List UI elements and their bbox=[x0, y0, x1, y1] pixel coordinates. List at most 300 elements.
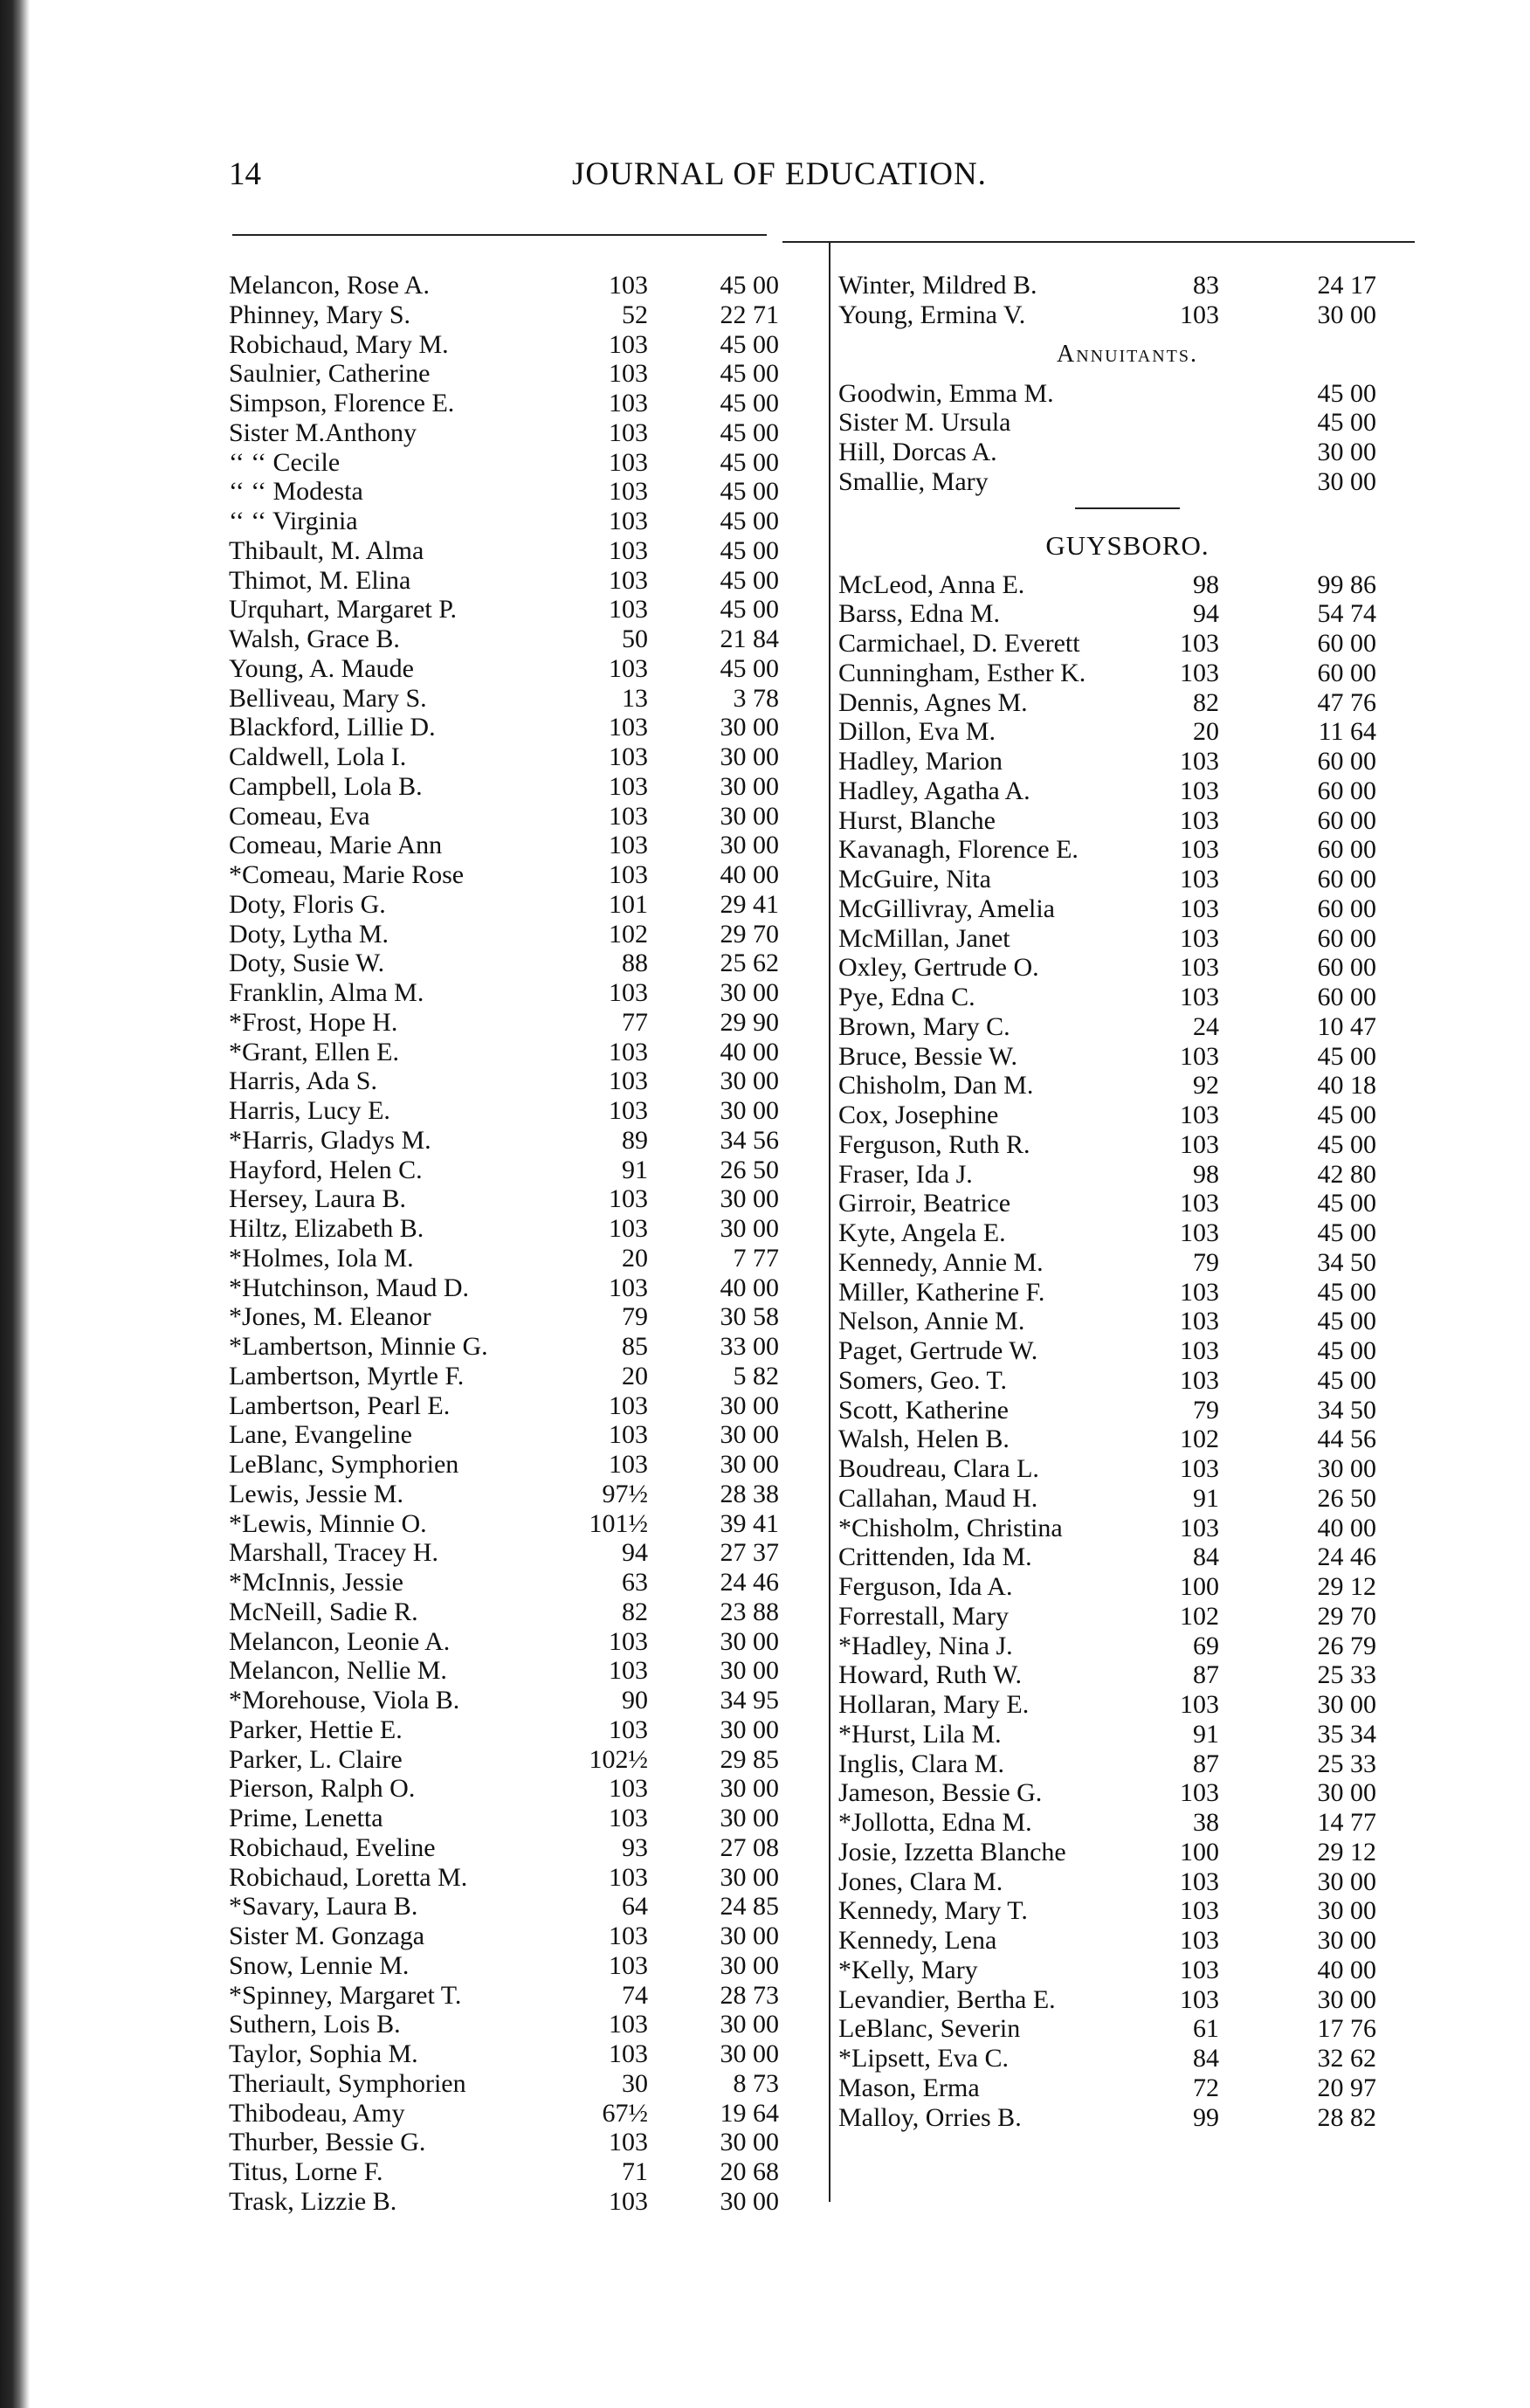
grant-amount: 30 00 bbox=[1317, 1866, 1376, 1896]
days-taught: 13 bbox=[622, 683, 648, 713]
days-taught: 103 bbox=[1180, 1101, 1219, 1129]
teacher-name: Urquhart, Margaret P. bbox=[229, 595, 458, 624]
teacher-name: Fraser, Ida J. bbox=[838, 1159, 973, 1189]
grant-amount: 40 00 bbox=[1317, 1955, 1376, 1984]
table-row bbox=[229, 2157, 805, 2187]
teacher-name: Mason, Erma bbox=[838, 2073, 980, 2102]
days-taught: 102 bbox=[1180, 1425, 1219, 1454]
teacher-name: Lambertson, Myrtle F. bbox=[229, 1361, 465, 1390]
days-taught: 103 bbox=[1180, 1277, 1219, 1307]
teacher-name: Titus, Lorne F. bbox=[229, 2157, 383, 2186]
grant-amount: 25 62 bbox=[720, 949, 779, 978]
table-row bbox=[229, 1302, 805, 1332]
days-taught: 98 bbox=[1193, 569, 1219, 599]
teacher-name: Caldwell, Lola I. bbox=[229, 742, 407, 771]
teacher-name: Walsh, Grace B. bbox=[229, 624, 400, 653]
days-taught: 103 bbox=[1180, 1189, 1219, 1218]
days-taught: 103 bbox=[609, 1656, 648, 1686]
teacher-name: Kavanagh, Florence E. bbox=[838, 835, 1079, 865]
teacher-name: Jones, Clara M. bbox=[838, 1866, 1003, 1896]
grant-amount: 35 34 bbox=[1317, 1719, 1376, 1749]
days-taught: 103 bbox=[609, 1626, 648, 1656]
teacher-name: Smallie, Mary bbox=[838, 466, 989, 496]
table-row bbox=[835, 1867, 1420, 1897]
days-taught: 103 bbox=[609, 771, 648, 801]
grant-amount: 45 00 bbox=[720, 595, 779, 624]
grant-amount: 21 84 bbox=[720, 624, 779, 653]
grant-amount: 45 00 bbox=[720, 329, 779, 359]
days-taught: 103 bbox=[609, 359, 648, 389]
grant-amount: 30 00 bbox=[1317, 300, 1376, 329]
grant-amount: 34 56 bbox=[720, 1125, 779, 1155]
days-taught: 103 bbox=[609, 1184, 648, 1214]
days-taught: 103 bbox=[609, 565, 648, 595]
teacher-name: *Holmes, Iola M. bbox=[229, 1243, 414, 1273]
grant-amount: 30 00 bbox=[720, 1626, 779, 1656]
days-taught: 103 bbox=[609, 653, 648, 683]
days-taught: 30 bbox=[622, 2068, 648, 2098]
table-row bbox=[229, 1892, 805, 1922]
teacher-name: Lambertson, Pearl E. bbox=[229, 1390, 451, 1420]
grant-amount: 3 78 bbox=[733, 683, 779, 713]
table-row bbox=[229, 1332, 805, 1362]
grant-amount: 34 50 bbox=[1317, 1395, 1376, 1425]
table-row bbox=[835, 1248, 1420, 1278]
teacher-name: Inglis, Clara M. bbox=[838, 1749, 1004, 1778]
table-row bbox=[229, 1981, 805, 2011]
grant-amount: 30 00 bbox=[1317, 1690, 1376, 1719]
grant-amount: 5 82 bbox=[733, 1361, 779, 1390]
table-row bbox=[835, 1896, 1420, 1926]
days-taught: 103 bbox=[1180, 658, 1219, 687]
right-top-list bbox=[835, 271, 1420, 330]
teacher-name: Paget, Gertrude W. bbox=[838, 1336, 1038, 1365]
days-taught: 85 bbox=[622, 1332, 648, 1361]
grant-amount: 45 00 bbox=[1317, 1218, 1376, 1247]
grant-amount: 29 41 bbox=[720, 889, 779, 919]
days-taught: 101½ bbox=[589, 1508, 648, 1538]
table-row bbox=[229, 1480, 805, 1509]
teacher-name: *Chisholm, Christina bbox=[838, 1513, 1063, 1542]
teacher-name: Taylor, Sophia M. bbox=[229, 2039, 418, 2068]
table-row bbox=[835, 1189, 1420, 1218]
table-row bbox=[835, 1366, 1420, 1396]
days-taught: 103 bbox=[609, 1096, 648, 1125]
table-row bbox=[835, 865, 1420, 894]
table-row bbox=[835, 1101, 1420, 1130]
grant-amount: 45 00 bbox=[720, 271, 779, 300]
grant-amount: 32 62 bbox=[1317, 2044, 1376, 2073]
days-taught: 103 bbox=[1180, 1365, 1219, 1395]
teacher-name: McNeill, Sadie R. bbox=[229, 1597, 418, 1626]
days-taught: 20 bbox=[1193, 717, 1219, 747]
days-taught: 103 bbox=[609, 801, 648, 831]
table-row bbox=[229, 772, 805, 802]
days-taught: 24 bbox=[1193, 1011, 1219, 1041]
days-taught: 79 bbox=[1193, 1247, 1219, 1277]
column-divider bbox=[829, 241, 830, 2202]
table-row bbox=[229, 2187, 805, 2217]
teacher-name: Cunningham, Esther K. bbox=[838, 658, 1086, 687]
table-row bbox=[229, 1656, 805, 1686]
days-taught: 103 bbox=[609, 1420, 648, 1450]
teacher-name: Comeau, Eva bbox=[229, 801, 370, 831]
grant-amount: 60 00 bbox=[1317, 747, 1376, 776]
table-row bbox=[229, 1922, 805, 1951]
days-taught: 103 bbox=[609, 713, 648, 742]
teacher-name: Belliveau, Mary S. bbox=[229, 683, 427, 713]
grant-amount: 45 00 bbox=[1317, 1277, 1376, 1307]
table-row bbox=[229, 978, 805, 1008]
teacher-name: Hill, Dorcas A. bbox=[838, 438, 997, 466]
days-taught: 103 bbox=[1180, 1513, 1219, 1542]
grant-amount: 60 00 bbox=[1317, 894, 1376, 923]
teacher-name: Forrestall, Mary bbox=[838, 1601, 1009, 1631]
teacher-name: *Lipsett, Eva C. bbox=[838, 2044, 1009, 2073]
grant-amount: 30 00 bbox=[1317, 466, 1376, 496]
days-taught: 93 bbox=[622, 1832, 648, 1862]
days-taught: 103 bbox=[1180, 835, 1219, 865]
page-number: 14 bbox=[229, 156, 261, 192]
grant-amount: 30 00 bbox=[1317, 438, 1376, 466]
teacher-name: Howard, Ruth W. bbox=[838, 1660, 1022, 1690]
table-row bbox=[229, 1214, 805, 1244]
table-row bbox=[229, 624, 805, 654]
days-taught: 103 bbox=[1180, 1955, 1219, 1984]
grant-amount: 30 00 bbox=[1317, 1984, 1376, 2014]
teacher-name: Young, A. Maude bbox=[229, 653, 414, 683]
table-row bbox=[229, 448, 805, 478]
table-row bbox=[229, 1156, 805, 1185]
teacher-name: Pye, Edna C. bbox=[838, 983, 975, 1011]
grant-amount: 10 47 bbox=[1317, 1011, 1376, 1041]
grant-amount: 26 79 bbox=[1317, 1631, 1376, 1660]
grant-amount: 45 00 bbox=[1317, 408, 1376, 438]
grant-amount: 33 00 bbox=[720, 1332, 779, 1361]
grant-amount: 29 12 bbox=[1317, 1837, 1376, 1866]
grant-amount: 29 90 bbox=[720, 1007, 779, 1037]
teacher-name: Somers, Geo. T. bbox=[838, 1365, 1008, 1395]
days-taught: 100 bbox=[1180, 1837, 1219, 1866]
days-taught: 103 bbox=[609, 477, 648, 507]
table-row bbox=[835, 379, 1420, 409]
teacher-name: *Morehouse, Viola B. bbox=[229, 1686, 460, 1715]
table-row bbox=[835, 1336, 1420, 1366]
days-taught: 102 bbox=[609, 919, 648, 949]
grant-amount: 42 80 bbox=[1317, 1159, 1376, 1189]
grant-amount: 30 00 bbox=[720, 1066, 779, 1096]
teacher-name: Goodwin, Emma M. bbox=[838, 378, 1054, 408]
teacher-name: Thurber, Bessie G. bbox=[229, 2128, 426, 2157]
table-row bbox=[229, 1391, 805, 1421]
teacher-name: Hersey, Laura B. bbox=[229, 1184, 406, 1214]
days-taught: 103 bbox=[1180, 983, 1219, 1011]
grant-amount: 45 00 bbox=[720, 507, 779, 535]
teacher-name: Brown, Mary C. bbox=[838, 1011, 1010, 1041]
teacher-name: Crittenden, Ida M. bbox=[838, 1542, 1032, 1572]
grant-amount: 30 00 bbox=[720, 1862, 779, 1892]
days-taught: 98 bbox=[1193, 1159, 1219, 1189]
teacher-name: Parker, Hettie E. bbox=[229, 1715, 403, 1744]
teacher-name: Kennedy, Lena bbox=[838, 1926, 997, 1955]
journal-title: JOURNAL OF EDUCATION. bbox=[572, 156, 987, 192]
days-taught: 102 bbox=[1180, 1601, 1219, 1631]
grant-amount: 40 00 bbox=[1317, 1513, 1376, 1542]
teacher-name: *Jones, M. Eleanor bbox=[229, 1302, 431, 1332]
days-taught: 69 bbox=[1193, 1631, 1219, 1660]
table-row bbox=[835, 1749, 1420, 1779]
teacher-name: McGillivray, Amelia bbox=[838, 894, 1055, 923]
grant-amount: 22 71 bbox=[720, 300, 779, 329]
days-taught: 103 bbox=[609, 595, 648, 624]
days-taught: 103 bbox=[609, 1922, 648, 1950]
table-row bbox=[835, 1514, 1420, 1543]
teacher-name: Comeau, Marie Ann bbox=[229, 831, 443, 860]
grant-amount: 24 85 bbox=[720, 1892, 779, 1922]
days-taught: 103 bbox=[1180, 1778, 1219, 1808]
days-taught: 103 bbox=[1180, 1307, 1219, 1336]
teacher-name: Simpson, Florence E. bbox=[229, 389, 455, 417]
table-row bbox=[835, 467, 1420, 497]
grant-amount: 27 08 bbox=[720, 1832, 779, 1862]
teacher-name: Harris, Ada S. bbox=[229, 1066, 377, 1096]
grant-amount: 30 00 bbox=[720, 2010, 779, 2039]
table-row bbox=[229, 389, 805, 418]
teacher-name: Doty, Lytha M. bbox=[229, 919, 389, 949]
grant-amount: 45 00 bbox=[1317, 1307, 1376, 1336]
teacher-name: Melancon, Rose A. bbox=[229, 271, 430, 300]
teacher-name: Doty, Floris G. bbox=[229, 889, 386, 919]
teacher-name: *Frost, Hope H. bbox=[229, 1007, 398, 1037]
grant-amount: 24 17 bbox=[1317, 271, 1376, 300]
page-spine-shadow bbox=[0, 0, 30, 2408]
grant-amount: 30 00 bbox=[720, 1950, 779, 1980]
table-row bbox=[835, 1572, 1420, 1602]
days-taught: 101 bbox=[609, 889, 648, 919]
days-taught: 103 bbox=[1180, 1129, 1219, 1159]
teacher-name: *McInnis, Jessie bbox=[229, 1568, 403, 1597]
teacher-name: Phinney, Mary S. bbox=[229, 300, 411, 329]
right-column bbox=[835, 271, 1420, 2132]
table-row bbox=[229, 1066, 805, 1096]
grant-amount: 30 00 bbox=[720, 713, 779, 742]
table-row bbox=[835, 438, 1420, 467]
grant-amount: 30 00 bbox=[720, 1656, 779, 1686]
days-taught: 52 bbox=[622, 300, 648, 329]
table-row bbox=[835, 570, 1420, 600]
grant-amount: 60 00 bbox=[1317, 923, 1376, 953]
grant-amount: 20 97 bbox=[1317, 2073, 1376, 2102]
grant-amount: 29 12 bbox=[1317, 1572, 1376, 1601]
teacher-name: Thimot, M. Elina bbox=[229, 565, 411, 595]
days-taught: 91 bbox=[1193, 1483, 1219, 1513]
days-taught: 79 bbox=[1193, 1395, 1219, 1425]
teacher-name: Marshall, Tracey H. bbox=[229, 1538, 438, 1568]
table-row bbox=[229, 802, 805, 831]
table-row bbox=[835, 300, 1420, 330]
grant-amount: 30 00 bbox=[720, 978, 779, 1007]
table-row bbox=[229, 330, 805, 360]
grant-amount: 30 00 bbox=[720, 1420, 779, 1450]
days-taught: 88 bbox=[622, 949, 648, 978]
days-taught: 83 bbox=[1193, 271, 1219, 300]
grant-amount: 11 64 bbox=[1318, 717, 1376, 747]
grant-amount: 30 00 bbox=[720, 1450, 779, 1479]
days-taught: 103 bbox=[1180, 805, 1219, 835]
teacher-name: Trask, Lizzie B. bbox=[229, 2186, 397, 2216]
teacher-name: Hurst, Blanche bbox=[838, 805, 996, 835]
days-taught: 103 bbox=[609, 417, 648, 447]
table-row bbox=[835, 835, 1420, 865]
days-taught: 103 bbox=[609, 1804, 648, 1832]
table-row bbox=[229, 1745, 805, 1775]
teacher-name: Robichaud, Eveline bbox=[229, 1832, 436, 1862]
table-row bbox=[229, 300, 805, 330]
table-row bbox=[229, 507, 805, 536]
table-row bbox=[835, 659, 1420, 688]
teacher-name: Blackford, Lillie D. bbox=[229, 713, 436, 742]
table-row bbox=[835, 806, 1420, 836]
page-header bbox=[0, 155, 1530, 199]
table-row bbox=[229, 1863, 805, 1893]
days-taught: 103 bbox=[609, 1037, 648, 1066]
grant-amount: 39 41 bbox=[720, 1508, 779, 1538]
days-taught: 38 bbox=[1193, 1808, 1219, 1837]
table-row bbox=[229, 1538, 805, 1568]
teacher-name: McLeod, Anna E. bbox=[838, 569, 1025, 599]
teacher-name: Snow, Lennie M. bbox=[229, 1950, 410, 1980]
table-row bbox=[835, 1307, 1420, 1336]
grant-amount: 45 00 bbox=[720, 653, 779, 683]
days-taught: 103 bbox=[1180, 1866, 1219, 1896]
teacher-name: ‘‘ ‘‘ Cecile bbox=[229, 447, 341, 477]
teacher-name: Barss, Edna M. bbox=[838, 599, 1000, 629]
grant-amount: 45 00 bbox=[1317, 1101, 1376, 1129]
table-row bbox=[229, 1774, 805, 1804]
teacher-name: Campbell, Lola B. bbox=[229, 771, 423, 801]
teacher-name: Harris, Lucy E. bbox=[229, 1096, 390, 1125]
days-taught: 91 bbox=[1193, 1719, 1219, 1749]
grant-amount: 26 50 bbox=[1317, 1483, 1376, 1513]
table-row bbox=[229, 1420, 805, 1450]
days-taught: 67½ bbox=[602, 2098, 648, 2128]
grant-amount: 30 00 bbox=[720, 831, 779, 860]
table-row bbox=[229, 860, 805, 890]
days-taught: 84 bbox=[1193, 1542, 1219, 1572]
table-row bbox=[835, 271, 1420, 300]
grant-amount: 8 73 bbox=[733, 2068, 779, 2098]
table-row bbox=[229, 1568, 805, 1597]
grant-amount: 45 00 bbox=[720, 417, 779, 447]
days-taught: 103 bbox=[609, 1450, 648, 1479]
teacher-name: Sister M.Anthony bbox=[229, 417, 417, 447]
days-taught: 82 bbox=[1193, 687, 1219, 717]
grant-amount: 30 00 bbox=[720, 801, 779, 831]
table-row bbox=[229, 1362, 805, 1391]
teacher-name: LeBlanc, Symphorien bbox=[229, 1450, 459, 1479]
grant-amount: 34 50 bbox=[1317, 1247, 1376, 1277]
teacher-name: Hollaran, Mary E. bbox=[838, 1690, 1030, 1719]
grant-amount: 30 00 bbox=[720, 2186, 779, 2216]
days-taught: 103 bbox=[609, 271, 648, 300]
teacher-name: *Kelly, Mary bbox=[838, 1955, 978, 1984]
teacher-name: ‘‘ ‘‘ Virginia bbox=[229, 507, 358, 535]
table-row bbox=[229, 418, 805, 448]
teacher-name: Ferguson, Ruth R. bbox=[838, 1129, 1030, 1159]
days-taught: 92 bbox=[1193, 1071, 1219, 1101]
left-column bbox=[229, 271, 805, 2217]
grant-amount: 29 70 bbox=[720, 919, 779, 949]
grant-amount: 20 68 bbox=[720, 2157, 779, 2186]
table-row bbox=[835, 1720, 1420, 1749]
teacher-name: Sister M. Ursula bbox=[838, 408, 1011, 438]
days-taught: 84 bbox=[1193, 2044, 1219, 2073]
grant-amount: 30 00 bbox=[720, 1715, 779, 1744]
grant-amount: 45 00 bbox=[720, 477, 779, 507]
days-taught: 89 bbox=[622, 1125, 648, 1155]
teacher-name: *Spinney, Margaret T. bbox=[229, 1980, 462, 2010]
grant-amount: 45 00 bbox=[1317, 1336, 1376, 1365]
days-taught: 91 bbox=[622, 1155, 648, 1184]
days-taught: 103 bbox=[1180, 776, 1219, 805]
table-row bbox=[229, 536, 805, 566]
days-taught: 103 bbox=[1180, 1690, 1219, 1719]
days-taught: 103 bbox=[1180, 894, 1219, 923]
grant-amount: 30 00 bbox=[720, 1804, 779, 1832]
days-taught: 50 bbox=[622, 624, 648, 653]
table-row bbox=[229, 1686, 805, 1715]
table-row bbox=[229, 2099, 805, 2129]
teacher-name: Kennedy, Annie M. bbox=[838, 1247, 1044, 1277]
days-taught: 71 bbox=[622, 2157, 648, 2186]
grant-amount: 54 74 bbox=[1317, 599, 1376, 629]
table-row bbox=[835, 1278, 1420, 1307]
teacher-name: Dennis, Agnes M. bbox=[838, 687, 1028, 717]
table-row bbox=[835, 688, 1420, 718]
table-row bbox=[229, 595, 805, 624]
table-row bbox=[229, 1126, 805, 1156]
table-row bbox=[835, 2103, 1420, 2133]
table-row bbox=[229, 1038, 805, 1067]
days-taught: 103 bbox=[1180, 1218, 1219, 1247]
days-taught: 87 bbox=[1193, 1749, 1219, 1778]
table-row bbox=[835, 1484, 1420, 1514]
table-row bbox=[835, 1985, 1420, 2015]
teacher-name: Ferguson, Ida A. bbox=[838, 1572, 1013, 1601]
days-taught: 82 bbox=[622, 1597, 648, 1626]
grant-amount: 47 76 bbox=[1317, 687, 1376, 717]
grant-amount: 60 00 bbox=[1317, 953, 1376, 983]
teacher-name: Melancon, Nellie M. bbox=[229, 1656, 447, 1686]
annuitants-heading: Annuitants. bbox=[1056, 340, 1199, 368]
days-taught: 103 bbox=[609, 1715, 648, 1744]
teacher-name: Oxley, Gertrude O. bbox=[838, 953, 1039, 983]
days-taught: 103 bbox=[609, 2186, 648, 2216]
days-taught: 103 bbox=[609, 860, 648, 889]
table-row bbox=[835, 747, 1420, 776]
days-taught: 103 bbox=[1180, 747, 1219, 776]
table-row bbox=[229, 684, 805, 714]
teacher-name: Melancon, Leonie A. bbox=[229, 1626, 451, 1656]
table-row bbox=[835, 1778, 1420, 1808]
table-row bbox=[229, 2039, 805, 2069]
days-taught: 94 bbox=[1193, 599, 1219, 629]
table-row bbox=[229, 1450, 805, 1480]
guysboro-heading: GUYSBORO. bbox=[1045, 529, 1210, 561]
teacher-name: Bruce, Bessie W. bbox=[838, 1041, 1017, 1071]
table-row bbox=[229, 1273, 805, 1303]
grant-amount: 34 95 bbox=[720, 1686, 779, 1715]
